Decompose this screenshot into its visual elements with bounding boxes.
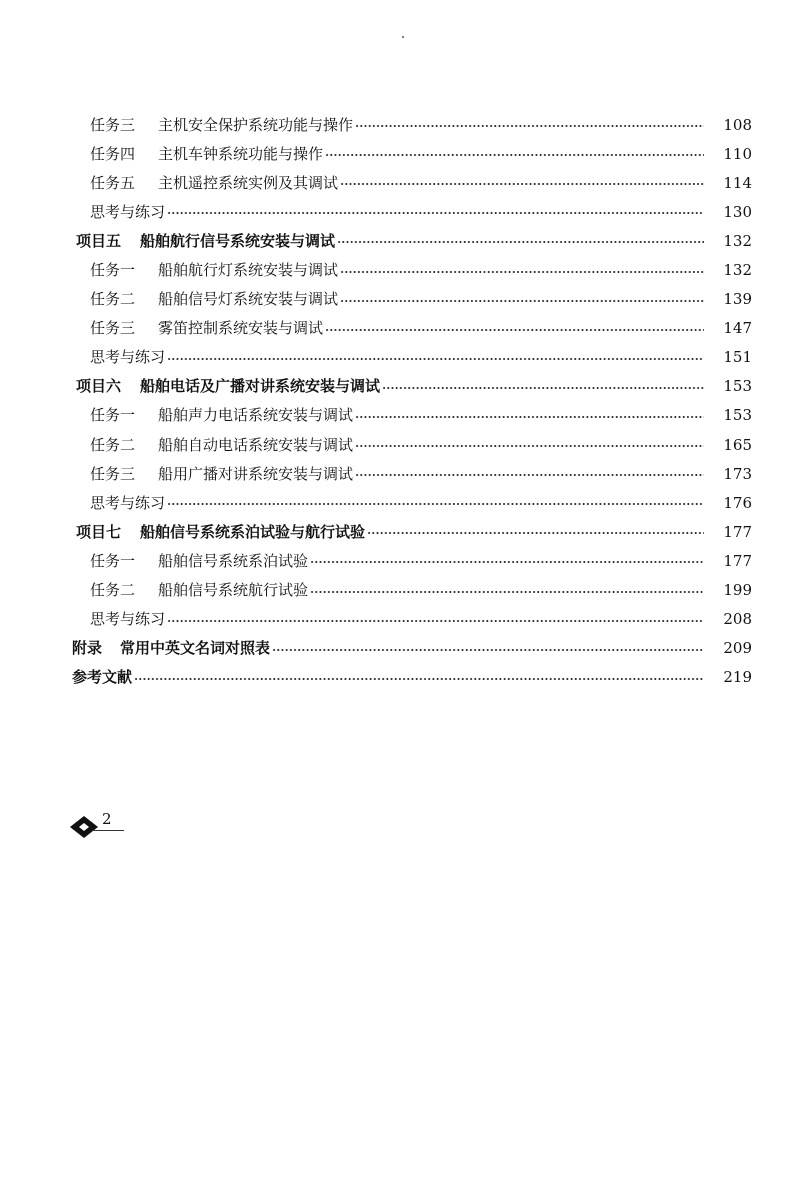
entry-title: 主机车钟系统功能与操作: [158, 144, 324, 163]
entry-title: 主机遥控系统实例及其调试: [158, 173, 339, 192]
page-number: 114: [723, 173, 752, 192]
toc-entry-exercises[interactable]: [0, 197, 790, 226]
entry-title: 船舶声力电话系统安装与调试: [158, 406, 354, 425]
entry-title: 思考与练习: [90, 610, 166, 629]
dot-leader: [310, 561, 704, 563]
toc-entry-exercises[interactable]: [0, 605, 790, 634]
table-of-contents: [0, 110, 790, 692]
page-number: 173: [723, 464, 752, 483]
toc-entry-task[interactable]: [0, 401, 790, 430]
page-number: 108: [723, 115, 752, 134]
dot-leader: [167, 620, 704, 622]
entry-title: 常用中英文名词对照表: [120, 639, 271, 658]
task-number: 任务三: [90, 115, 136, 134]
dot-leader: [272, 649, 704, 651]
entry-title: 雾笛控制系统安装与调试: [158, 319, 324, 338]
toc-entry-exercises[interactable]: [0, 488, 790, 517]
dot-leader: [340, 300, 704, 302]
entry-title: 船舶航行灯系统安装与调试: [158, 261, 339, 280]
toc-entry-task[interactable]: [0, 285, 790, 314]
toc-entry-project[interactable]: [0, 517, 790, 546]
dot-leader: [167, 358, 704, 360]
entry-title: 船用广播对讲系统安装与调试: [158, 464, 354, 483]
toc-entry-task[interactable]: [0, 430, 790, 459]
dot-leader: [355, 474, 704, 476]
toc-entry-task[interactable]: [0, 459, 790, 488]
toc-entry-appendix[interactable]: [0, 634, 790, 663]
page-number: 147: [723, 319, 752, 338]
page-number: 177: [723, 522, 752, 541]
entry-title: 船舶航行信号系统安装与调试: [140, 231, 336, 250]
task-number: 任务二: [90, 290, 136, 309]
page-number: 208: [723, 610, 752, 629]
task-number: 任务一: [90, 551, 136, 570]
page-number: 139: [723, 290, 752, 309]
project-number: 项目六: [76, 377, 122, 396]
entry-title: 参考文献: [72, 668, 133, 687]
dot-leader: [167, 503, 704, 505]
task-number: 任务一: [90, 406, 136, 425]
page-number: 130: [723, 202, 752, 221]
entry-title: 主机安全保护系统功能与操作: [158, 115, 354, 134]
dot-leader: [355, 125, 704, 127]
page-number: 176: [723, 493, 752, 512]
page-number: 151: [723, 348, 752, 367]
dot-leader: [367, 532, 704, 534]
toc-entry-task[interactable]: [0, 139, 790, 168]
entry-title: 思考与练习: [90, 493, 166, 512]
dot-leader: [325, 154, 704, 156]
toc-entry-exercises[interactable]: [0, 343, 790, 372]
entry-title: 船舶信号系统系泊试验与航行试验: [140, 522, 366, 541]
dot-leader: [167, 212, 704, 214]
dot-leader: [355, 445, 704, 447]
task-number: 任务三: [90, 464, 136, 483]
page-number: 219: [723, 668, 752, 687]
entry-title: 船舶自动电话系统安装与调试: [158, 435, 354, 454]
dot-leader: [134, 678, 704, 680]
toc-entry-task[interactable]: [0, 168, 790, 197]
page-number: 209: [723, 639, 752, 658]
task-number: 任务四: [90, 144, 136, 163]
entry-title: 思考与练习: [90, 348, 166, 367]
entry-title: 船舶信号系统航行试验: [158, 581, 309, 600]
dot-leader: [355, 416, 704, 418]
dot-leader: [340, 271, 704, 273]
task-number: 任务五: [90, 173, 136, 192]
toc-entry-task[interactable]: [0, 576, 790, 605]
entry-title: 船舶电话及广播对讲系统安装与调试: [140, 377, 381, 396]
page-number: 165: [723, 435, 752, 454]
dot-leader: [337, 241, 704, 243]
toc-entry-project[interactable]: [0, 226, 790, 255]
project-number: 项目五: [76, 231, 122, 250]
dot-leader: [310, 591, 704, 593]
footer-page-number: 2: [102, 810, 112, 828]
page-number: 177: [723, 551, 752, 570]
dot-leader: [340, 183, 704, 185]
toc-entry-task[interactable]: [0, 546, 790, 575]
toc-entry-task[interactable]: [0, 314, 790, 343]
page-number: 153: [723, 406, 752, 425]
page-number: 132: [723, 231, 752, 250]
page-number: 132: [723, 261, 752, 280]
page-number: 153: [723, 377, 752, 396]
page-number: 199: [723, 581, 752, 600]
task-number: 任务一: [90, 261, 136, 280]
appendix-label: 附录: [72, 639, 103, 658]
entry-title: 船舶信号灯系统安装与调试: [158, 290, 339, 309]
toc-entry-project[interactable]: [0, 372, 790, 401]
toc-entry-references[interactable]: [0, 663, 790, 692]
task-number: 任务二: [90, 581, 136, 600]
entry-title: 船舶信号系统系泊试验: [158, 551, 309, 570]
page-number: 110: [723, 144, 752, 163]
toc-entry-task[interactable]: [0, 110, 790, 139]
task-number: 任务二: [90, 435, 136, 454]
top-speck: [402, 36, 404, 38]
page-corner-diamond-icon: [70, 812, 126, 842]
footer-rule: [92, 830, 124, 831]
dot-leader: [325, 329, 704, 331]
toc-entry-task[interactable]: [0, 255, 790, 284]
entry-title: 思考与练习: [90, 202, 166, 221]
project-number: 项目七: [76, 522, 122, 541]
task-number: 任务三: [90, 319, 136, 338]
dot-leader: [382, 387, 704, 389]
